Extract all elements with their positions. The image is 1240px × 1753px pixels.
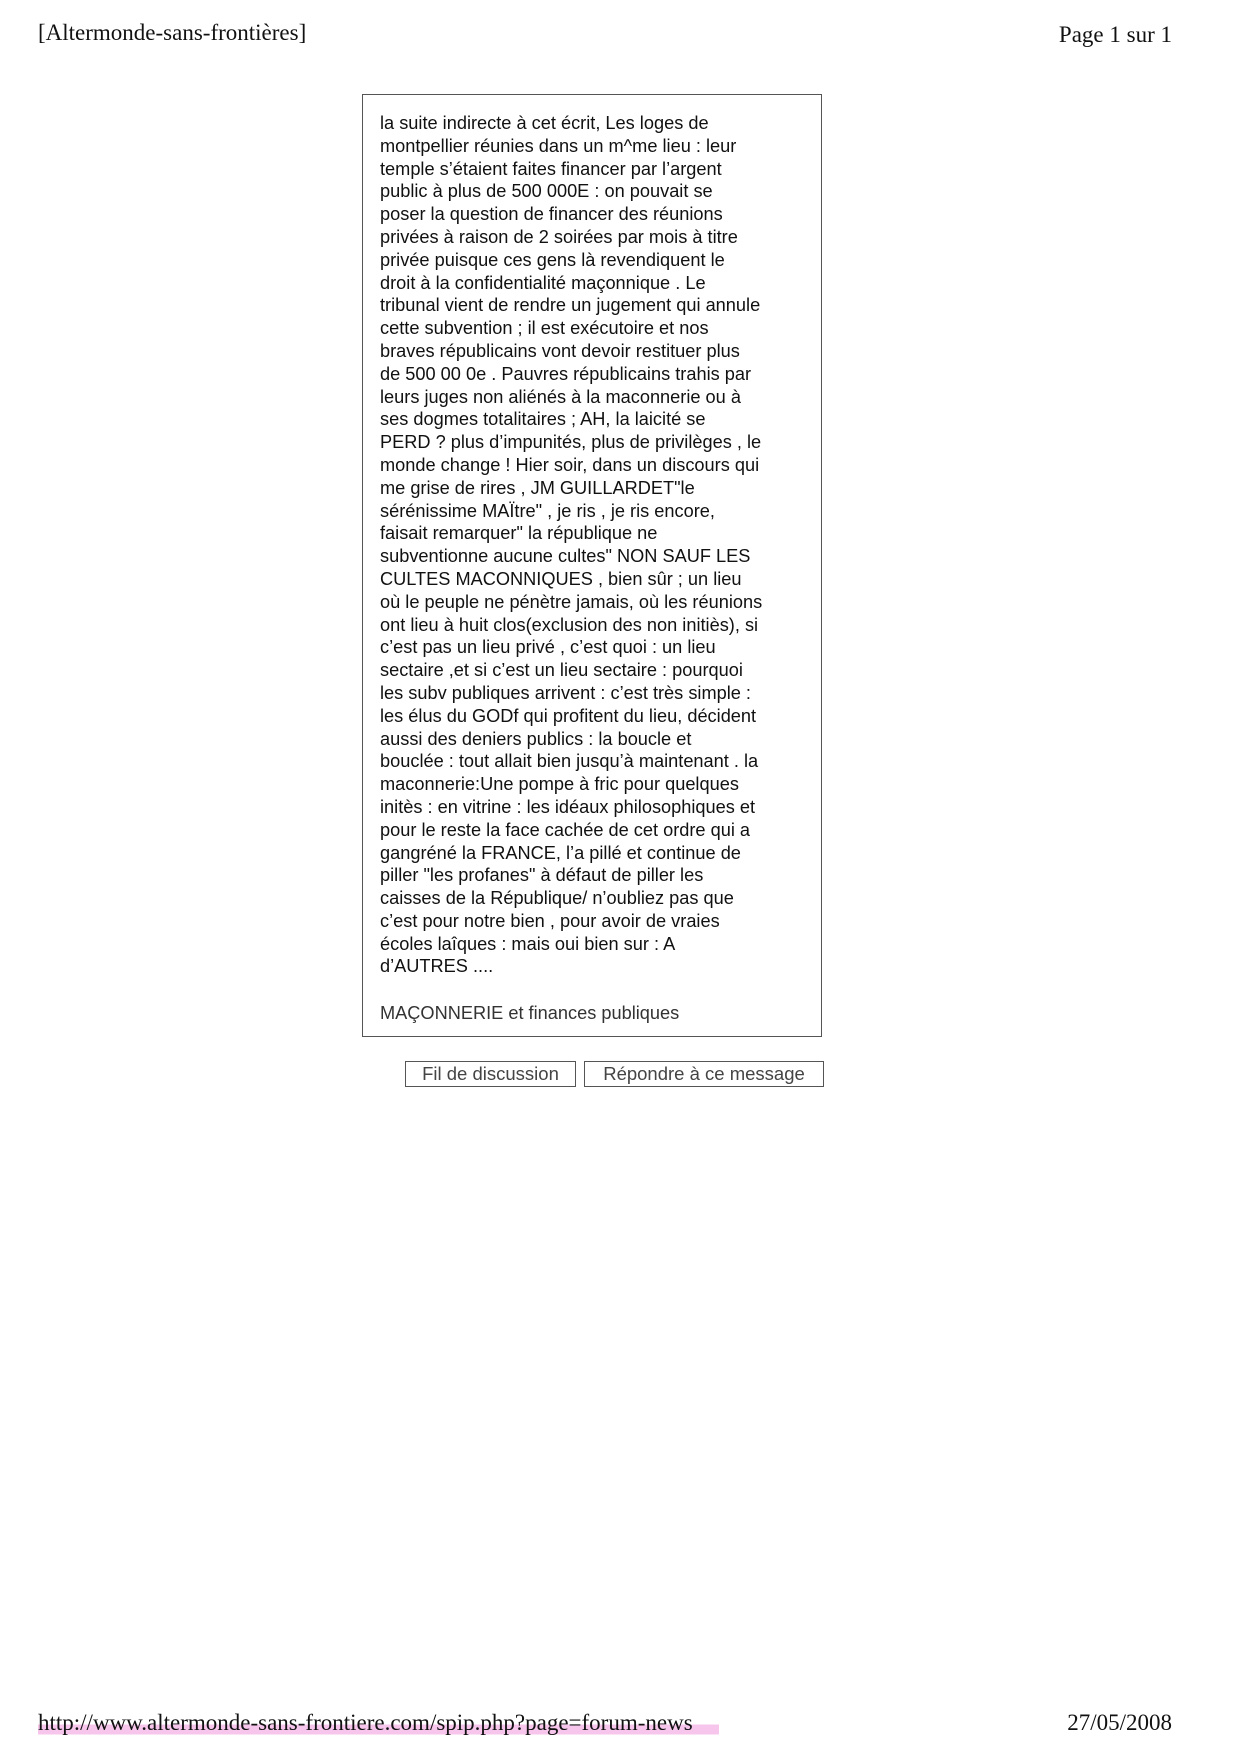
message-subject: MAÇONNERIE et finances publiques <box>380 1003 680 1024</box>
print-footer-date: 27/05/2008 <box>1067 1710 1172 1735</box>
print-footer-url: http://www.altermonde-sans-frontiere.com/spip.php?page=forum-news <box>38 1710 719 1736</box>
print-header-title: [Altermonde-sans-frontières] <box>38 20 307 45</box>
discussion-thread-button[interactable]: Fil de discussion <box>405 1061 576 1087</box>
print-header-page-number: Page 1 sur 1 <box>1058 22 1172 47</box>
message-body: la suite indirecte à cet écrit, Les loges de montpellier réunies dans un m^me lieu : leur temple s’étaient faites financer par l’argent public à plus de 500 000E : on pouvait se poser la question de financer des réunions privées à raison de 2 soirées par mois à titre privée puisque ces gens là revendiquent le droit à la confidentialité maçonnique . Le tribunal vient de rendre un jugement qui annule cette subvention ; il est exécutoire et nos braves républicains vont devoir restituer plus de 500 00 0e . Pauvres républicains trahis par leurs juges non aliénés à la maconnerie ou à ses dogmes totalitaires ; AH, la laicité se PERD ? plus d’impunités, plus de privilèges , le monde change ! Hier soir, dans un discours qui me grise de rires , JM GUILLARDET"le sérénissime MAÏtre" , je ris , je ris encore, faisait remarquer" la république ne subventionne aucune cultes" NON SAUF LES CULTES MACONNIQUES , bien sûr ; un lieu où le peuple ne pénètre jamais, où les réunions ont lieu à huit clos(exclusion des non initiès), si c’est pas un lieu privé , c’est quoi : un lieu sectaire ,et si c’est un lieu sectaire : pourquoi les subv publiques arrivent : c’est très simple : les élus du GODf qui profitent du lieu, décident aussi des deniers publics : la boucle et bouclée : tout allait bien jusqu’à maintenant . la maconnerie:Une pompe à fric pour quelques initès : en vitrine : les idéaux philosophiques et pour le reste la face cachée de cet ordre qui a gangréné la FRANCE, l’a pillé et continue de piller "les profanes" à défaut de piller les caisses de la République/ n’oubliez pas que c’est pour notre bien , pour avoir de vraies écoles laîques : mais oui bien sur : A d’AUTRES .... <box>380 113 763 977</box>
forum-message <box>362 94 822 1037</box>
reply-button[interactable]: Répondre à ce message <box>584 1061 824 1087</box>
